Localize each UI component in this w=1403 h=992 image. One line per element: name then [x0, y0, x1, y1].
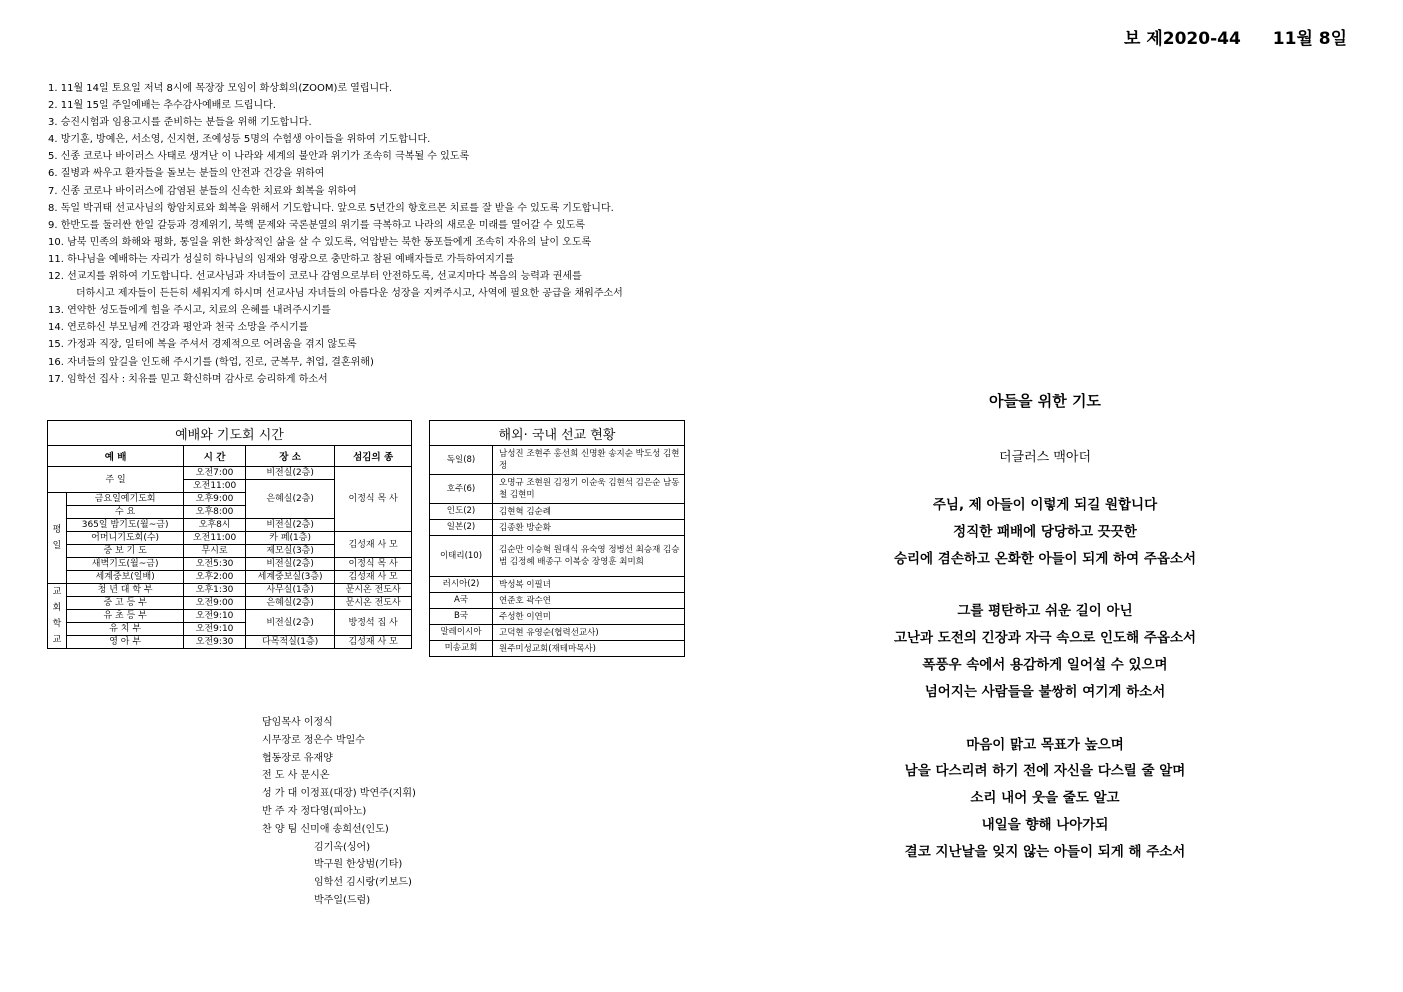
poem-line: 정직한 패배에 당당하고 끗끗한	[953, 523, 1137, 540]
table-row: 일본(2) 김종환 방순화	[430, 520, 685, 536]
list-item: 1. 11월 14일 토요일 저녁 8시에 목장장 모임이 화상회의(ZOOM)로 열립니다.	[48, 83, 393, 94]
issue-date: 11월 8일	[1272, 29, 1348, 49]
list-item: 12. 선교지를 위하여 기도합니다. 선교사님과 자녀들이 코로나 감염으로부터 안전하도록, 선교지마다 복음의 능력과 권세를	[48, 271, 582, 283]
poem-line: 고난과 도전의 긴장과 자극 속으로 인도해 주옵소서	[893, 630, 1197, 647]
list-item: 15. 가정과 직장, 일터에 복을 주셔서 경제적으로 어려움을 겪지 않도록	[48, 339, 357, 351]
poem-line: 그를 평탄하고 쉬운 길이 아닌	[957, 603, 1133, 620]
table-row: 호주(6) 오명규 조현원 김정기 이순욱 김현석 김은순 남동철 김현미	[430, 475, 685, 504]
poem-stanza	[820, 732, 1270, 866]
table-row: 말레이시아 고덕현 유영순(협력선교사)	[430, 625, 685, 641]
list-item: 2. 11월 15일 주일예배는 추수감사예배로 드립니다.	[48, 100, 276, 112]
poem-stanza	[820, 598, 1270, 705]
list-item: 13. 연약한 성도들에게 힘을 주시고, 치료의 은혜를 내려주시기를	[48, 305, 331, 317]
list-item: 전 도 사 문시온	[262, 770, 330, 782]
list-item: 성 가 대 이정표(대장) 박연주(지휘)	[262, 788, 416, 800]
table-row: 평 일 금요일예기도회 오후9:00	[48, 493, 412, 506]
staff-list	[262, 714, 416, 910]
list-item: 협동장로 유재양	[262, 752, 333, 764]
list-item: 4. 방기훈, 방예은, 서소영, 신지현, 조예성등 5명의 수험생 아이들을 위하여 기도합니다.	[48, 134, 431, 146]
table-row: 세계중보(일배) 오후2:00 세계중보실(3층) 김성재 사 모	[48, 571, 412, 584]
table-row: 미송교회 원주미성교회(재테마목사)	[430, 641, 685, 657]
list-item: 반 주 자 정다영(피아노)	[262, 805, 367, 817]
list-item: 3. 승진시험과 임용고시를 준비하는 분들을 위해 기도합니다.	[48, 117, 312, 129]
list-item: 박구원 한상범(기타)	[314, 859, 403, 871]
issue-number: 보 제2020-44	[1124, 29, 1241, 49]
list-item: 7. 신종 코로나 바이러스에 감염된 분들의 신속한 치료와 회복을 위하여	[48, 185, 357, 197]
prayer-list	[48, 80, 668, 388]
worship-schedule-table	[47, 420, 412, 649]
table-row: 교회학교 청 년 대 학 부 오후1:30 사무실(1층) 문시온 전도사	[48, 584, 412, 597]
poem-line: 주님, 제 아들이 이렇게 되길 원합니다	[932, 497, 1158, 513]
table-row: 중 고 등 부 오전9:00 은혜실(2층) 문시온 전도사	[48, 597, 412, 610]
poem	[820, 390, 1270, 866]
list-item: 17. 임학선 집사 : 치유를 믿고 확신하며 감사로 승리하게 하소서	[48, 373, 328, 385]
table-row: 어머니기도회(수) 오전11:00 카 페(1층) 김성재 사 모	[48, 532, 412, 545]
table-row: 오전11:00 은혜실(2층)	[48, 480, 412, 493]
column-header: 섬김의 종	[335, 446, 412, 467]
table-row: A국 연준호 곽수연	[430, 593, 685, 609]
list-item-continued: 더하시고 제자들이 든든히 세워지게 하시며 선교사님 자녀들의 아름다운 성장을 지켜주시고, 사역에 필요한 공급을 채워주소서	[76, 288, 623, 300]
mission-status-table	[429, 420, 685, 657]
poem-line: 넘어지는 사람들을 불쌍히 여기게 하소서	[924, 683, 1166, 700]
poem-line: 소리 내어 웃을 줄도 알고	[970, 790, 1120, 807]
poem-line: 남을 다스리려 하기 전에 자신을 다스릴 줄 알며	[904, 763, 1186, 780]
column-header: 예 배	[48, 446, 184, 467]
list-item: 10. 남북 민족의 화해와 평화, 통일을 위한 화상적인 삶을 살 수 있도록, 억압받는 북한 동포들에게 조속히 자유의 날이 오도록	[48, 236, 592, 248]
list-item: 임학선 김시랑(키보드)	[314, 877, 412, 889]
table-title: 예배와 기도회 시간	[48, 421, 412, 446]
table-row: 인도(2) 김현혁 김순례	[430, 504, 685, 520]
list-item: 박주일(드럼)	[314, 894, 371, 906]
poem-title: 아들을 위한 기도	[989, 392, 1101, 410]
poem-line: 승리에 겸손하고 온화한 아들이 되게 하여 주옵소서	[893, 550, 1197, 567]
list-item: 9. 한반도를 둘러싼 한일 갈등과 경제위기, 북핵 문제와 국론분열의 위기를 극복하고 나라의 새로운 미래를 열어갈 수 있도록	[48, 219, 585, 231]
list-item: 김기옥(싱어)	[314, 841, 371, 853]
poem-author: 더글러스 맥아더	[998, 450, 1092, 465]
table-title: 해외· 국내 선교 현황	[430, 421, 685, 446]
column-header: 시 간	[184, 446, 246, 467]
poem-stanza	[820, 492, 1270, 572]
list-item: 6. 질병과 싸우고 환자들을 돌보는 분들의 안전과 건강을 위하여	[48, 168, 325, 180]
weekday-group-label: 평 일	[48, 493, 67, 584]
table-row: 러시아(2) 박성복 이필녀	[430, 577, 685, 593]
table-row: 수 요 오후8:00	[48, 506, 412, 519]
poem-line: 마음이 맑고 목표가 높으며	[966, 736, 1124, 753]
table-row: 유 치 부 오전9:10	[48, 623, 412, 636]
bulletin-header	[1124, 24, 1347, 49]
list-item: 8. 독일 박귀태 선교사님의 항암치료와 회복을 위해서 기도합니다. 앞으로 5년간의 항호르몬 치료를 잘 받을 수 있도록 기도합니다.	[48, 202, 614, 214]
table-row: 주 일 오전7:00 비전실(2층) 이정식 목 사	[48, 467, 412, 480]
school-group-label: 교회학교	[48, 584, 67, 649]
poem-line: 결코 지난날을 잊지 않는 아들이 되게 해 주소서	[904, 843, 1186, 860]
table-row: B국 주성한 이연미	[430, 609, 685, 625]
table-row: 새벽기도(월~금) 오전5:30 비전실(2층) 이정식 목 사	[48, 558, 412, 571]
column-header: 장 소	[245, 446, 334, 467]
list-item: 담임목사 이정식	[262, 717, 333, 728]
list-item: 시무장로 정은수 박일수	[262, 734, 365, 746]
list-item: 16. 자녀들의 앞길을 인도해 주시기를 (학업, 진로, 군복무, 취업, 결혼위해)	[48, 356, 374, 368]
table-row: 이태리(10) 김순만 이승혁 원대식 유숙영 정병선 최승재 김승범 김정혜 배종구 이복숭 장영훈 최미희	[430, 536, 685, 577]
table-row: 독일(8) 남성진 조현주 홍선희 신명환 송지순 박도성 김현정	[430, 446, 685, 475]
poem-line: 폭풍우 속에서 용감하게 일어설 수 있으며	[922, 656, 1168, 673]
list-item: 11. 하나님을 예배하는 자리가 성실히 하나님의 임재와 영광으로 충만하고 참된 예배자들로 가득하여지기를	[48, 253, 515, 265]
list-item: 14. 연로하신 부모님께 건강과 평안과 천국 소망을 주시기를	[48, 322, 309, 334]
poem-line: 내일을 향해 나아가되	[981, 816, 1109, 833]
table-row: 영 아 부 오전9:30 다목적실(1층) 김성재 사 모	[48, 636, 412, 649]
table-row: 유 초 등 부 오전9:10 비전실(2층) 방정석 집 사	[48, 610, 412, 623]
list-item: 찬 양 팀 신미애 송희선(인도)	[262, 823, 389, 835]
list-item: 5. 신종 코로나 바이러스 사태로 생겨난 이 나라와 세계의 불안과 위기가 조속히 극복될 수 있도록	[48, 151, 470, 163]
table-row: 중 보 기 도 무시로 제모실(3층)	[48, 545, 412, 558]
table-row: 365일 밤기도(월~금) 오후8시 비전실(2층)	[48, 519, 412, 532]
